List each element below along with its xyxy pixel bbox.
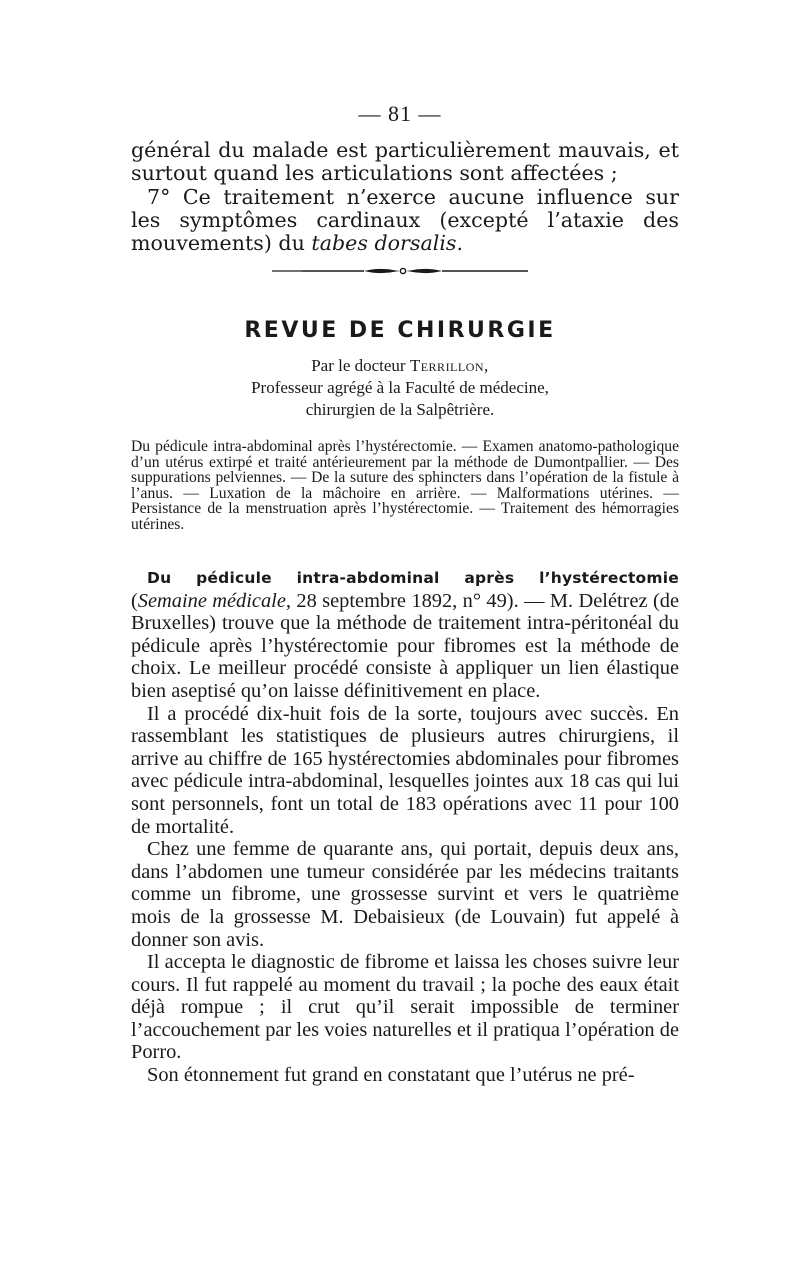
article-paragraph-2: Il a procédé dix-huit fois de la sorte, toujours avec succès. En rassemblant les statistiques de plusieurs autres chirurgiens, il arrive au chiffre de 165 hystérectomies abdominales pour fibromes avec pédicule intra-abdominal, lesquelles jointes aux 18 cas qui lui sont personnels, font un total de 183 opérations avec 11 pour 100 de mortalité. bbox=[131, 702, 679, 838]
article-paragraph-5: Son étonnement fut grand en constatant que l’utérus ne pré- bbox=[147, 1064, 635, 1087]
intro-paragraph-2 bbox=[131, 186, 679, 256]
article-paragraph-3: Chez une femme de quarante ans, qui portait, depuis deux ans, dans l’abdomen une tumeur considérée par les médecins traitants comme un fibrome, une grossesse survint et vers le quatrième mois de la grossesse M. Debaisieux (de Louvain) fut appelé à donner son avis. bbox=[131, 838, 679, 951]
intro-paragraph-1: général du malade est particulièrement mauvais, et surtout quand les articulations sont affectées ; bbox=[131, 138, 679, 186]
article-paragraph-4: Il accepta le diagnostic de fibrome et laissa les choses suivre leur cours. Il fut rappelé au moment du travail ; la poche des eaux était déjà rompue ; il crut qu’il serait impossible de terminer l’accouchement par les voies naturelles et il pratiqua l’opération de Porro. bbox=[131, 951, 679, 1064]
intro-paragraph-2-italic: tabes dorsalis. bbox=[311, 231, 464, 256]
ornamental-divider bbox=[272, 266, 528, 276]
article-heading: Du pédicule intra-abdominal après l’hystérectomie bbox=[147, 569, 679, 587]
article bbox=[131, 566, 679, 1087]
author-line-1 bbox=[0, 355, 800, 377]
author-block bbox=[0, 355, 800, 421]
intro-paragraph-2-text: 7° Ce traitement n’exerce aucune influence sur les symptômes cardinaux (excepté l’ataxie des mouvements) du bbox=[131, 184, 679, 256]
intro-text bbox=[131, 139, 679, 255]
author-line-2: Professeur agrégé à la Faculté de médecine, bbox=[251, 378, 549, 397]
article-source-open: ( bbox=[131, 589, 138, 612]
section-title: REVUE DE CHIRURGIE bbox=[244, 318, 556, 343]
author-prefix: Par le docteur bbox=[311, 356, 410, 375]
author-line-3: chirurgien de la Salpêtrière. bbox=[305, 400, 495, 419]
article-paragraph-1-text: 28 septembre 1892, n° 49). — M. Delétrez (de Bruxelles) trouve que la méthode de traitement intra-péritonéal du pédicule après l’hystérectomie pour fibromes est la méthode de choix. Le meilleur procédé consiste à appliquer un lien élastique bien aseptisé qu’on laisse définitivement en place. bbox=[131, 589, 679, 702]
author-name: Terrillon, bbox=[409, 356, 489, 375]
page-number: — 81 — bbox=[358, 101, 442, 126]
summary-paragraph: Du pédicule intra-abdominal après l’hystérectomie. — Examen anatomo-pathologique d’un utérus extirpé et traité antérieurement par la méthode de Dumontpallier. — Des suppurations pelviennes. — De la suture des sphincters dans l’opération de la fistule à l’anus. — Luxation de la mâchoire en arrière. — Malformations utérines. — Persistance de la menstruation après l’hystérectomie. — Traitement des hémorragies utérines. bbox=[131, 438, 679, 533]
article-paragraph-1 bbox=[131, 566, 679, 703]
article-source-italic: Semaine médicale, bbox=[137, 589, 291, 612]
